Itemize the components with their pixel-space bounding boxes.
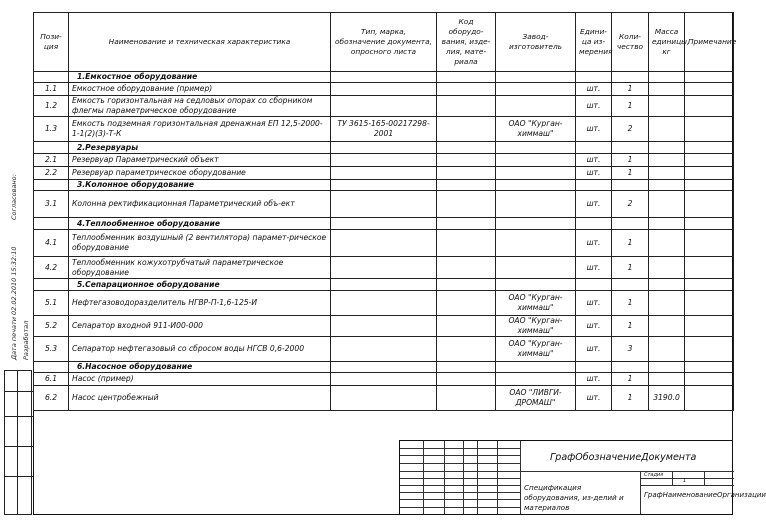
cell-qty bbox=[612, 218, 649, 230]
cell-qty: 3 bbox=[612, 337, 649, 362]
cell-code bbox=[437, 142, 496, 154]
cell-qty: 2 bbox=[612, 191, 649, 218]
section-row bbox=[34, 218, 734, 230]
table-row bbox=[34, 191, 734, 218]
cell-position bbox=[34, 72, 69, 83]
cell-name: Насос (пример) bbox=[69, 373, 331, 386]
table-row bbox=[34, 337, 734, 362]
cell-mass bbox=[649, 167, 685, 180]
cell-note bbox=[685, 373, 734, 386]
cell-note bbox=[685, 72, 734, 83]
cell-code bbox=[437, 362, 496, 373]
cell-unit bbox=[576, 180, 612, 191]
cell-position bbox=[34, 180, 69, 191]
header-qty: Коли- чество bbox=[612, 13, 649, 72]
cell-type bbox=[331, 167, 437, 180]
cell-code bbox=[437, 373, 496, 386]
table-row bbox=[34, 230, 734, 257]
cell-code bbox=[437, 191, 496, 218]
cell-mass bbox=[649, 142, 685, 154]
cell-unit: шт. bbox=[576, 316, 612, 337]
cell-note bbox=[685, 316, 734, 337]
cell-type bbox=[331, 142, 437, 154]
cell-type bbox=[331, 180, 437, 191]
cell-type bbox=[331, 362, 437, 373]
cell-name: Нефтегазоводоразделитель НГВР-П-1,6-125-И bbox=[69, 291, 331, 316]
cell-code bbox=[437, 154, 496, 167]
cell-qty: 1 bbox=[612, 167, 649, 180]
cell-note bbox=[685, 167, 734, 180]
cell-maker bbox=[496, 72, 576, 83]
side-print-date: Дата печати 02.02.2010 15:32:10 bbox=[10, 246, 18, 360]
cell-qty bbox=[612, 180, 649, 191]
cell-note bbox=[685, 83, 734, 96]
cell-type bbox=[331, 154, 437, 167]
header-maker: Завод- изготовитель bbox=[496, 13, 576, 72]
cell-qty: 1 bbox=[612, 316, 649, 337]
cell-type bbox=[331, 230, 437, 257]
section-row bbox=[34, 279, 734, 291]
cell-type bbox=[331, 72, 437, 83]
cell-name: 2.Резервуары bbox=[69, 142, 331, 154]
cell-position: 4.2 bbox=[34, 257, 69, 279]
cell-position: 1.1 bbox=[34, 83, 69, 96]
cell-maker bbox=[496, 279, 576, 291]
cell-qty: 1 bbox=[612, 257, 649, 279]
cell-type bbox=[331, 386, 437, 411]
specification-table bbox=[33, 12, 737, 411]
cell-mass bbox=[649, 373, 685, 386]
cell-type bbox=[331, 291, 437, 316]
cell-note bbox=[685, 257, 734, 279]
cell-position bbox=[34, 279, 69, 291]
cell-name: Емкость подземная горизонтальная дренажная ЕП 12,5-2000-1-1(2)(3)-Т-К bbox=[69, 117, 331, 142]
cell-code bbox=[437, 291, 496, 316]
cell-maker: ОАО "Курган-химмаш" bbox=[496, 117, 576, 142]
cell-unit: шт. bbox=[576, 386, 612, 411]
cell-qty: 1 bbox=[612, 154, 649, 167]
cell-position bbox=[34, 218, 69, 230]
cell-type bbox=[331, 316, 437, 337]
side-agreed-label: Согласовано: bbox=[10, 174, 18, 220]
cell-type bbox=[331, 257, 437, 279]
cell-unit: шт. bbox=[576, 191, 612, 218]
cell-mass bbox=[649, 191, 685, 218]
cell-mass bbox=[649, 117, 685, 142]
cell-qty: 1 bbox=[612, 83, 649, 96]
cell-mass bbox=[649, 362, 685, 373]
header-code: Код оборудо- вания, изде- лия, мате- риала bbox=[437, 13, 496, 72]
table-row bbox=[34, 83, 734, 96]
cell-unit: шт. bbox=[576, 83, 612, 96]
cell-code bbox=[437, 257, 496, 279]
cell-note bbox=[685, 362, 734, 373]
cell-mass bbox=[649, 257, 685, 279]
cell-mass bbox=[649, 316, 685, 337]
cell-name: 3.Колонное оборудование bbox=[69, 180, 331, 191]
cell-mass: 3190.0 bbox=[649, 386, 685, 411]
cell-mass bbox=[649, 291, 685, 316]
cell-name: Сепаратор нефтегазовый со сбросом воды НГСВ 0,6-2000 bbox=[69, 337, 331, 362]
cell-maker bbox=[496, 218, 576, 230]
cell-name: 1.Емкостное оборудование bbox=[69, 72, 331, 83]
cell-name: 4.Теплообменное оборудование bbox=[69, 218, 331, 230]
cell-maker bbox=[496, 96, 576, 117]
cell-mass bbox=[649, 96, 685, 117]
cell-type bbox=[331, 96, 437, 117]
cell-qty: 1 bbox=[612, 373, 649, 386]
cell-mass bbox=[649, 230, 685, 257]
cell-maker: ОАО "Курган-химмаш" bbox=[496, 291, 576, 316]
cell-code bbox=[437, 337, 496, 362]
cell-maker bbox=[496, 142, 576, 154]
cell-qty: 1 bbox=[612, 291, 649, 316]
cell-unit bbox=[576, 218, 612, 230]
cell-mass bbox=[649, 180, 685, 191]
table-row bbox=[34, 257, 734, 279]
cell-unit: шт. bbox=[576, 337, 612, 362]
cell-type bbox=[331, 83, 437, 96]
cell-position: 2.2 bbox=[34, 167, 69, 180]
cell-mass bbox=[649, 154, 685, 167]
cell-position: 1.3 bbox=[34, 117, 69, 142]
header-mass: Масса единицы, кг bbox=[649, 13, 685, 72]
cell-code bbox=[437, 218, 496, 230]
cell-note bbox=[685, 218, 734, 230]
cell-position: 4.1 bbox=[34, 230, 69, 257]
cell-note bbox=[685, 230, 734, 257]
cell-name: Сепаратор входной 911-И00-000 bbox=[69, 316, 331, 337]
cell-code bbox=[437, 386, 496, 411]
header-position: Пози- ция bbox=[34, 13, 69, 72]
cell-mass bbox=[649, 279, 685, 291]
cell-maker bbox=[496, 180, 576, 191]
cell-note bbox=[685, 142, 734, 154]
cell-maker: ОАО "Курган-химмаш" bbox=[496, 316, 576, 337]
cell-qty bbox=[612, 72, 649, 83]
table-header-row bbox=[34, 13, 734, 72]
cell-unit: шт. bbox=[576, 96, 612, 117]
cell-unit: шт. bbox=[576, 117, 612, 142]
cell-position: 1.2 bbox=[34, 96, 69, 117]
cell-note bbox=[685, 291, 734, 316]
header-unit: Едини- ца из- мерения bbox=[576, 13, 612, 72]
cell-unit: шт. bbox=[576, 230, 612, 257]
header-note: Примечание bbox=[685, 13, 734, 72]
cell-unit: шт. bbox=[576, 257, 612, 279]
cell-name: 5.Сепарационное оборудование bbox=[69, 279, 331, 291]
cell-name: Резервуар Параметрический объект bbox=[69, 154, 331, 167]
cell-code bbox=[437, 279, 496, 291]
cell-mass bbox=[649, 218, 685, 230]
sheet-number: 1 bbox=[683, 478, 687, 484]
cell-code bbox=[437, 167, 496, 180]
cell-type: ТУ 3615-165-00217298-2001 bbox=[331, 117, 437, 142]
cell-name: Резервуар параметрическое оборудование bbox=[69, 167, 331, 180]
cell-maker: ОАО "Курган-химмаш" bbox=[496, 337, 576, 362]
table-row bbox=[34, 154, 734, 167]
cell-note bbox=[685, 117, 734, 142]
cell-note bbox=[685, 337, 734, 362]
cell-code bbox=[437, 117, 496, 142]
cell-unit: шт. bbox=[576, 167, 612, 180]
cell-unit: шт. bbox=[576, 373, 612, 386]
cell-position: 2.1 bbox=[34, 154, 69, 167]
cell-unit bbox=[576, 142, 612, 154]
cell-name: Емкостное оборудование (пример) bbox=[69, 83, 331, 96]
cell-qty bbox=[612, 279, 649, 291]
cell-unit: шт. bbox=[576, 154, 612, 167]
table-row bbox=[34, 96, 734, 117]
cell-note bbox=[685, 191, 734, 218]
cell-position: 6.1 bbox=[34, 373, 69, 386]
cell-name: Насос центробежный bbox=[69, 386, 331, 411]
cell-maker bbox=[496, 191, 576, 218]
cell-unit bbox=[576, 279, 612, 291]
cell-type bbox=[331, 279, 437, 291]
table-row bbox=[34, 117, 734, 142]
document-designation: ГрафОбозначениеДокумента bbox=[550, 452, 697, 463]
cell-qty: 1 bbox=[612, 230, 649, 257]
cell-code bbox=[437, 83, 496, 96]
cell-unit: шт. bbox=[576, 291, 612, 316]
title-block bbox=[399, 440, 766, 515]
section-row bbox=[34, 362, 734, 373]
cell-name: 6.Насосное оборудование bbox=[69, 362, 331, 373]
table-row bbox=[34, 291, 734, 316]
cell-code bbox=[437, 72, 496, 83]
cell-unit bbox=[576, 362, 612, 373]
cell-mass bbox=[649, 337, 685, 362]
cell-qty: 1 bbox=[612, 386, 649, 411]
section-row bbox=[34, 180, 734, 191]
cell-code bbox=[437, 230, 496, 257]
cell-maker bbox=[496, 257, 576, 279]
cell-maker bbox=[496, 362, 576, 373]
cell-position bbox=[34, 142, 69, 154]
cell-type bbox=[331, 337, 437, 362]
cell-note bbox=[685, 279, 734, 291]
organization-name: ГрафНаименованиеОрганизации bbox=[644, 491, 766, 499]
cell-position: 3.1 bbox=[34, 191, 69, 218]
section-row bbox=[34, 72, 734, 83]
cell-name: Теплообменник кожухотрубчатый параметрическое оборудование bbox=[69, 257, 331, 279]
cell-name: Колонна ректификационная Параметрический объ-ект bbox=[69, 191, 331, 218]
cell-name: Теплообменник воздушный (2 вентилятора) парамет-рическое оборудование bbox=[69, 230, 331, 257]
section-row bbox=[34, 142, 734, 154]
cell-position: 5.1 bbox=[34, 291, 69, 316]
cell-maker bbox=[496, 230, 576, 257]
binding-strip bbox=[4, 370, 32, 515]
table-body bbox=[34, 72, 734, 411]
table-row bbox=[34, 167, 734, 180]
cell-qty: 2 bbox=[612, 117, 649, 142]
cell-type bbox=[331, 191, 437, 218]
cell-mass bbox=[649, 72, 685, 83]
side-designer-label: Разработал bbox=[22, 320, 30, 360]
cell-mass bbox=[649, 83, 685, 96]
cell-maker bbox=[496, 373, 576, 386]
cell-qty bbox=[612, 362, 649, 373]
cell-unit bbox=[576, 72, 612, 83]
cell-note bbox=[685, 96, 734, 117]
cell-note bbox=[685, 180, 734, 191]
cell-type bbox=[331, 218, 437, 230]
table-row bbox=[34, 386, 734, 411]
cell-code bbox=[437, 180, 496, 191]
cell-maker: ОАО "ЛИВГИ-ДРОМАШ" bbox=[496, 386, 576, 411]
cell-maker bbox=[496, 167, 576, 180]
cell-code bbox=[437, 316, 496, 337]
cell-note bbox=[685, 386, 734, 411]
cell-maker bbox=[496, 154, 576, 167]
document-title: Спецификация оборудования, из-делий и материалов bbox=[524, 483, 624, 512]
stage-label: Стадия bbox=[644, 472, 664, 478]
table-row bbox=[34, 316, 734, 337]
cell-maker bbox=[496, 83, 576, 96]
cell-type bbox=[331, 373, 437, 386]
cell-qty bbox=[612, 142, 649, 154]
cell-position: 5.2 bbox=[34, 316, 69, 337]
cell-position: 5.3 bbox=[34, 337, 69, 362]
cell-qty: 1 bbox=[612, 96, 649, 117]
cell-position bbox=[34, 362, 69, 373]
header-name: Наименование и техническая характеристика bbox=[69, 13, 331, 72]
cell-note bbox=[685, 154, 734, 167]
cell-code bbox=[437, 96, 496, 117]
cell-name: Емкость горизонтальная на седловых опорах со сборником флегмы параметрическое оборудование bbox=[69, 96, 331, 117]
cell-position: 6.2 bbox=[34, 386, 69, 411]
header-type: Тип, марка, обозначение документа, опросного листа bbox=[331, 13, 437, 72]
table-row bbox=[34, 373, 734, 386]
